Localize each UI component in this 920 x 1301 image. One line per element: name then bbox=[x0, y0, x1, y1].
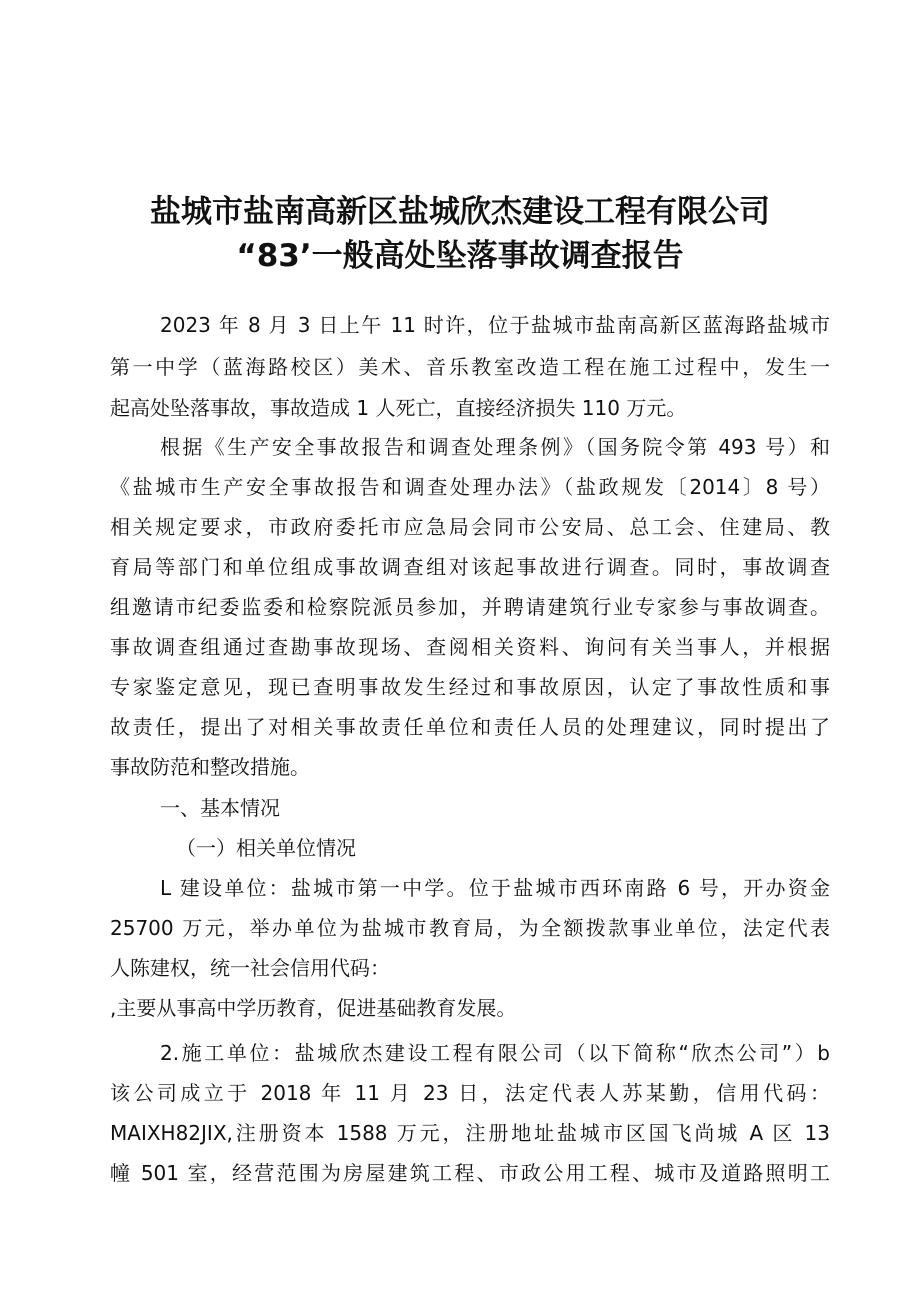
paragraph-line: 组邀请市纪委监委和检察院派员参加，并聘请建筑行业专家参与事故调查。 bbox=[110, 595, 830, 619]
paragraph-line: 2.施工单位：盐城欣杰建设工程有限公司（以下简称“欣杰公司”）b bbox=[160, 1041, 830, 1065]
paragraph-line: 幢 501 室，经营范围为房屋建筑工程、市政公用工程、城市及道路照明工 bbox=[110, 1161, 830, 1185]
paragraph-line: 专家鉴定意见，现已查明事故发生经过和事故原因，认定了事故性质和事 bbox=[110, 675, 830, 699]
paragraph-line: 根据《生产安全事故报告和调查处理条例》（国务院令第 493 号）和 bbox=[160, 435, 830, 459]
report-title-line2: “83’一般高处坠落事故调查报告 bbox=[236, 238, 684, 274]
paragraph-line: 第一中学（蓝海路校区）美术、音乐教室改造工程在施工过程中，发生一 bbox=[110, 355, 830, 379]
paragraph-line: L 建设单位：盐城市第一中学。位于盐城市西环南路 6 号，开办资金 bbox=[160, 876, 830, 900]
paragraph-line: 25700 万元，举办单位为盐城市教育局，为全额拨款事业单位，法定代表 bbox=[110, 916, 830, 940]
section-heading: 一、基本情况 bbox=[160, 796, 280, 820]
report-title-line1: 盐城市盐南高新区盐城欣杰建设工程有限公司 bbox=[150, 194, 770, 230]
paragraph-line: 事故调查组通过查勘事故现场、查阅相关资料、询问有关当事人，并根据 bbox=[110, 635, 830, 659]
paragraph-line: 故责任，提出了对相关事故责任单位和责任人员的处理建议，同时提出了 bbox=[110, 715, 830, 739]
paragraph-line: 育局等部门和单位组成事故调查组对该起事故进行调查。同时，事故调查 bbox=[110, 555, 830, 579]
paragraph-line: 起高处坠落事故，事故造成 1 人死亡，直接经济损失 110 万元。 bbox=[110, 396, 687, 420]
subsection-heading: （一）相关单位情况 bbox=[176, 836, 356, 860]
paragraph-line: ,主要从事高中学历教育，促进基础教育发展。 bbox=[110, 996, 517, 1020]
paragraph-line: 事故防范和整改措施。 bbox=[110, 755, 310, 779]
paragraph-line: 该公司成立于 2018 年 11 月 23 日，法定代表人苏某勤，信用代码： bbox=[110, 1081, 830, 1105]
paragraph-line: MAIXH82JIX,注册资本 1588 万元，注册地址盐城市区国飞尚城 A 区 13 bbox=[110, 1121, 830, 1145]
paragraph-line: 人陈建权，统一社会信用代码： bbox=[110, 956, 390, 980]
paragraph-line: 相关规定要求，市政府委托市应急局会同市公安局、总工会、住建局、教 bbox=[110, 515, 830, 539]
paragraph-line: 2023 年 8 月 3 日上午 11 时许，位于盐城市盐南高新区蓝海路盐城市 bbox=[160, 313, 830, 337]
paragraph-line: 《盐城市生产安全事故报告和调查处理办法》（盐政规发〔2014〕8 号） bbox=[110, 475, 830, 499]
